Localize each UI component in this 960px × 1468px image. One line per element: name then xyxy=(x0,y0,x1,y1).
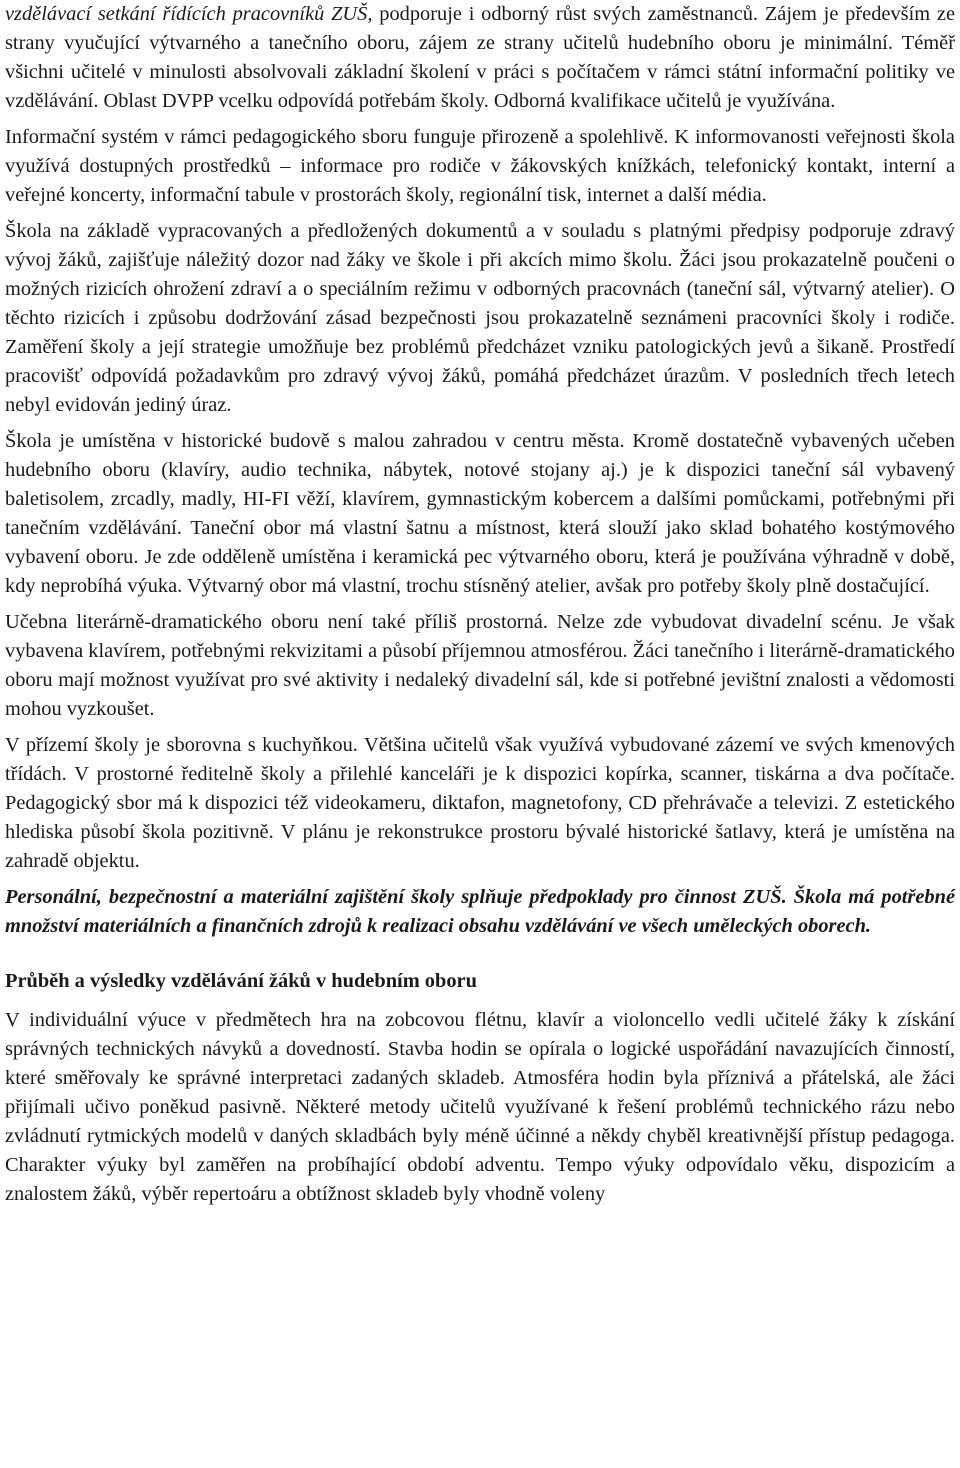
paragraph-safety: Škola na základě vypracovaných a předložených dokumentů a v souladu s platnými předpisy podporuje zdravý vývoj žáků, zajišťuje náležitý dozor nad žáky ve škole i při akcích mimo školu. Žáci jsou prokazatelně poučeni o možných rizicích ohrožení zdraví a o speciálním režimu v odborných pracovnách (taneční sál, výtvarný atelier). O těchto rizicích i způsobu dodržování zásad bezpečnosti jsou prokazatelně seznámeni pracovníci školy i rodiče. Zaměření školy a její strategie umožňuje bez problémů předcházet vzniku patologických jevů a šikaně. Prostředí pracovišť odpovídá požadavkům pro zdravý vývoj žáků, pomáhá předcházet úrazům. V posledních třech letech nebyl evidován jediný úraz. xyxy=(5,220,955,416)
paragraph-ground-floor: V přízemí školy je sborovna s kuchyňkou. Většina učitelů však využívá vybudované zázemí ve svých kmenových třídách. V prostorné ředitelně školy a přilehlé kanceláři je k dispozici kopírka, scanner, tiskárna a dva počítače. Pedagogický sbor má k dispozici též videokameru, diktafon, magnetofony, CD přehrávače a televizi. Z estetického hlediska působí škola pozitivně. V plánu je rekonstrukce prostoru bývalé historické šatlavy, která je umístěna na zahradě objektu. xyxy=(5,734,955,872)
italic-lead-text: vzdělávací setkání řídících pracovníků ZUŠ, xyxy=(5,3,373,25)
section-heading: Průběh a výsledky vzdělávání žáků v hudebním oboru xyxy=(5,970,477,992)
paragraph-drama-classroom: Učebna literárně-dramatického oboru není také příliš prostorná. Nelze zde vybudovat divadelní scénu. Je však vybavena klavírem, potřebnými rekvizitami a působí příjemnou atmosférou. Žáci tanečního i literárně-dramatického oboru mají možnost využívat pro své aktivity i nedaleký divadelní sál, kde si potřebné jevištní znalosti a vědomosti mohou vyzkoušet. xyxy=(5,611,955,720)
paragraph-information-system: Informační systém v rámci pedagogického sboru funguje přirozeně a spolehlivě. K informovanosti veřejnosti škola využívá dostupných prostředků – informace pro rodiče v žákovských knížkách, telefonický kontakt, interní a veřejné koncerty, informační tabule v prostorách školy, regionální tisk, internet a další média. xyxy=(5,126,955,206)
paragraph-music-instruction: V individuální výuce v předmětech hra na zobcovou flétnu, klavír a violoncello vedli učitelé žáky k získání správných technických návyků a dovedností. Stavba hodin se opírala o logické uspořádání navazujících činností, které směřovaly ke správné interpretaci zadaných skladeb. Atmosféra hodin byla příznivá a přátelská, ale žáci přijímali učivo poněkud pasivně. Některé metody učitelů využívané k řešení problémů technického rázu nebo zvládnutí rytmických modelů v daných skladbách byly méně účinné a někdy chyběl kreativnější přístup pedagoga. Charakter výuky byl zaměřen na probíhající období adventu. Tempo výuky odpovídalo věku, dispozicím a znalostem žáků, výběr repertoáru a obtížnost skladeb byly vhodně voleny xyxy=(5,1009,955,1205)
conclusion-statement: Personální, bezpečnostní a materiální zajištění školy splňuje předpoklady pro činnost ZUŠ. Škola má potřebné množství materiálních a finančních zdrojů k realizaci obsahu vzdělávání ve všech uměleckých oborech. xyxy=(5,886,955,937)
paragraph-text: podporuje i odborný růst svých zaměstnanců. Zájem je především ze strany vyučující výtvarného a tanečního oboru, zájem ze strany učitelů hudebního oboru je minimální. Téměř všichni učitelé v minulosti absolvovali základní školení v práci s počítačem v rámci státní informační politiky ve vzdělávání. Oblast DVPP vcelku odpovídá potřebám školy. Odborná kvalifikace učitelů je využívána. xyxy=(5,3,956,112)
paragraph-staff-development xyxy=(5,0,955,116)
paragraph-building: Škola je umístěna v historické budově s malou zahradou v centru města. Kromě dostatečně vybavených učeben hudebního oboru (klavíry, audio technika, nábytek, notové stojany aj.) je k dispozici taneční sál vybavený baletisolem, zrcadly, madly, HI-FI věží, klavírem, gymnastickým kobercem a dalšími pomůckami, potřebnými při tanečním vzdělávání. Taneční obor má vlastní šatnu a místnost, která slouží jako sklad bohatého kostýmového vybavení oboru. Je zde odděleně umístěna i keramická pec výtvarného oboru, která je používána výhradně v době, kdy neprobíhá výuka. Výtvarný obor má vlastní, trochu stísněný atelier, avšak pro potřeby školy plně dostačující. xyxy=(5,430,955,597)
